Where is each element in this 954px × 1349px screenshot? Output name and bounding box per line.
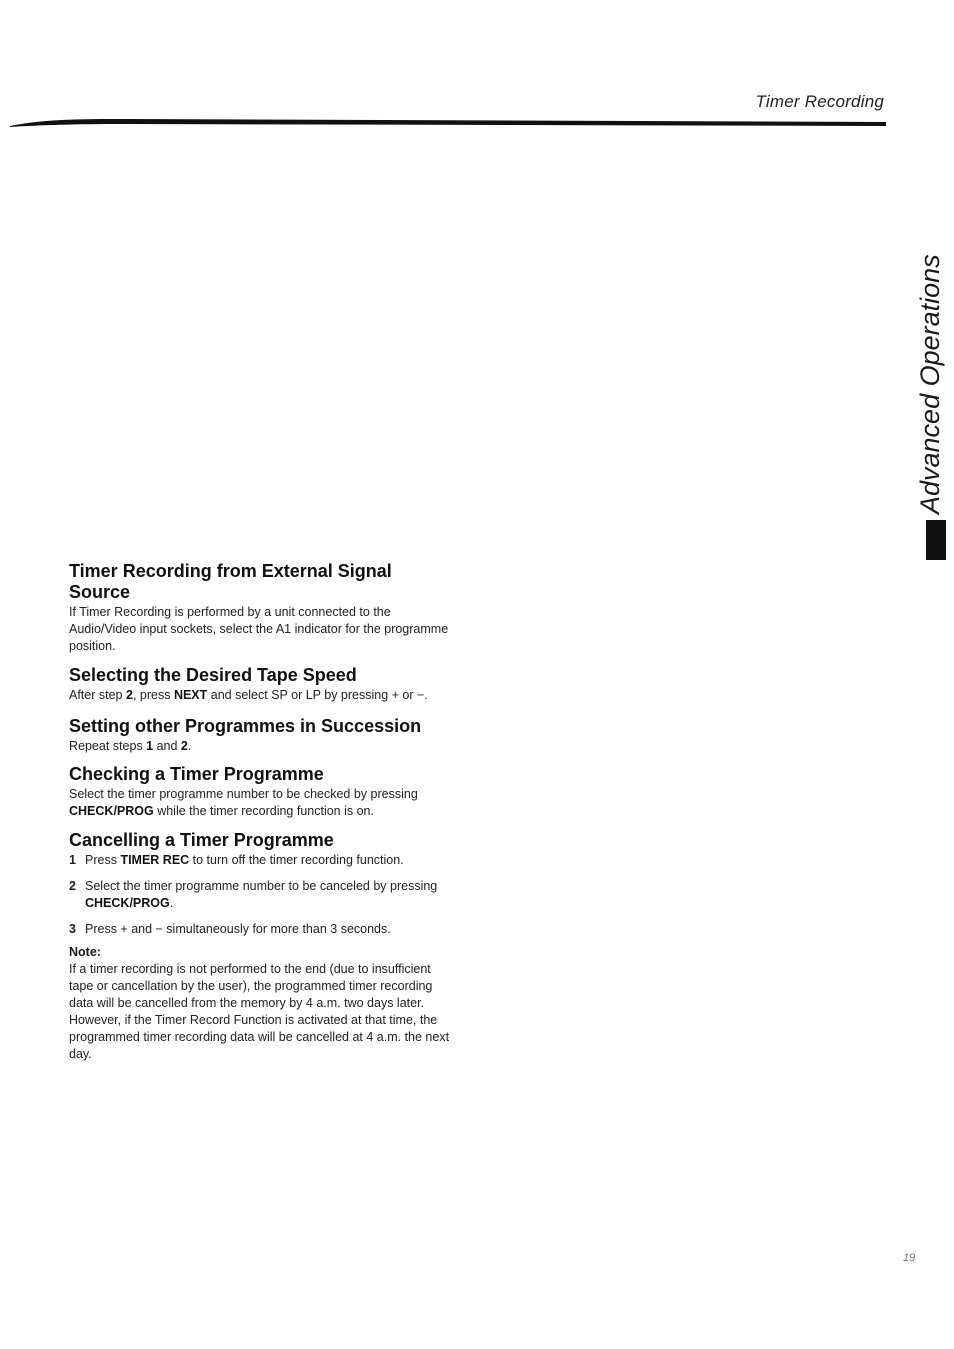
body-text: Press + and − simultaneously for more than 3 seconds. (85, 922, 391, 936)
section-title: Timer Recording from External Signal Source (69, 561, 392, 602)
header-rule (10, 118, 886, 130)
step-ref: 1 (146, 739, 154, 753)
step-number: 2 (69, 879, 76, 893)
note-label: Note: (69, 945, 101, 959)
body-text: . (169, 896, 174, 910)
body-text: to turn off the timer recording function. (189, 853, 404, 867)
body-text: Repeat steps (69, 739, 147, 753)
side-tab (912, 254, 948, 563)
note-text (69, 961, 454, 1063)
key-name: CHECK/PROG (69, 804, 154, 818)
step-ref: 2 (125, 688, 133, 702)
note-paragraph: However, if the Timer Record Function is activated at that time, the programmed timer recording data will be cancelled at 4 a.m. the next day. (69, 1013, 450, 1061)
section-title: Selecting the Desired Tape Speed (69, 665, 357, 685)
section-external-source (69, 561, 454, 655)
step-list (69, 852, 454, 938)
page-number: 19 (903, 1252, 916, 1264)
side-tab-marker (926, 520, 946, 560)
list-item (69, 852, 454, 869)
step-ref: 2 (180, 739, 188, 753)
note-paragraph: If a timer recording is not performed to the end (due to insufficient tape or cancellation by the user), the programmed timer recording data will be cancelled from the memory by 4 a.m. two days later. (69, 962, 433, 1010)
section-succession (69, 716, 454, 755)
key-name: NEXT (173, 688, 208, 702)
step-number: 1 (69, 853, 76, 867)
body-text: Select the timer programme number to be checked by pressing (69, 787, 418, 801)
body-text: . (187, 739, 192, 753)
body-text: Press (85, 853, 121, 867)
section-body (69, 738, 454, 755)
list-item (69, 921, 454, 938)
section-tape-speed (69, 665, 454, 704)
body-text: and (153, 739, 181, 753)
section-title: Checking a Timer Programme (69, 764, 324, 784)
side-tab-label: Advanced Operations (915, 254, 945, 514)
section-checking (69, 764, 454, 820)
key-name: TIMER REC (120, 853, 190, 867)
running-header: Timer Recording (755, 92, 884, 111)
section-body: If Timer Recording is performed by a unit connected to the Audio/Video input sockets, select the A1 indicator for the programme position. (69, 605, 449, 653)
section-cancelling (69, 830, 454, 1063)
section-body (69, 687, 454, 704)
step-number: 3 (69, 922, 76, 936)
section-body (69, 786, 454, 820)
section-title: Cancelling a Timer Programme (69, 830, 334, 850)
body-text: Select the timer programme number to be canceled by pressing (85, 879, 438, 893)
list-item (69, 878, 454, 912)
body-text: and select SP or LP by pressing + or −. (207, 688, 428, 702)
key-name: CHECK/PROG (85, 896, 170, 910)
body-text: , press (132, 688, 174, 702)
section-title: Setting other Programmes in Succession (69, 716, 422, 736)
main-content (69, 561, 454, 1063)
body-text: while the timer recording function is on. (153, 804, 374, 818)
body-text: After step (69, 688, 126, 702)
